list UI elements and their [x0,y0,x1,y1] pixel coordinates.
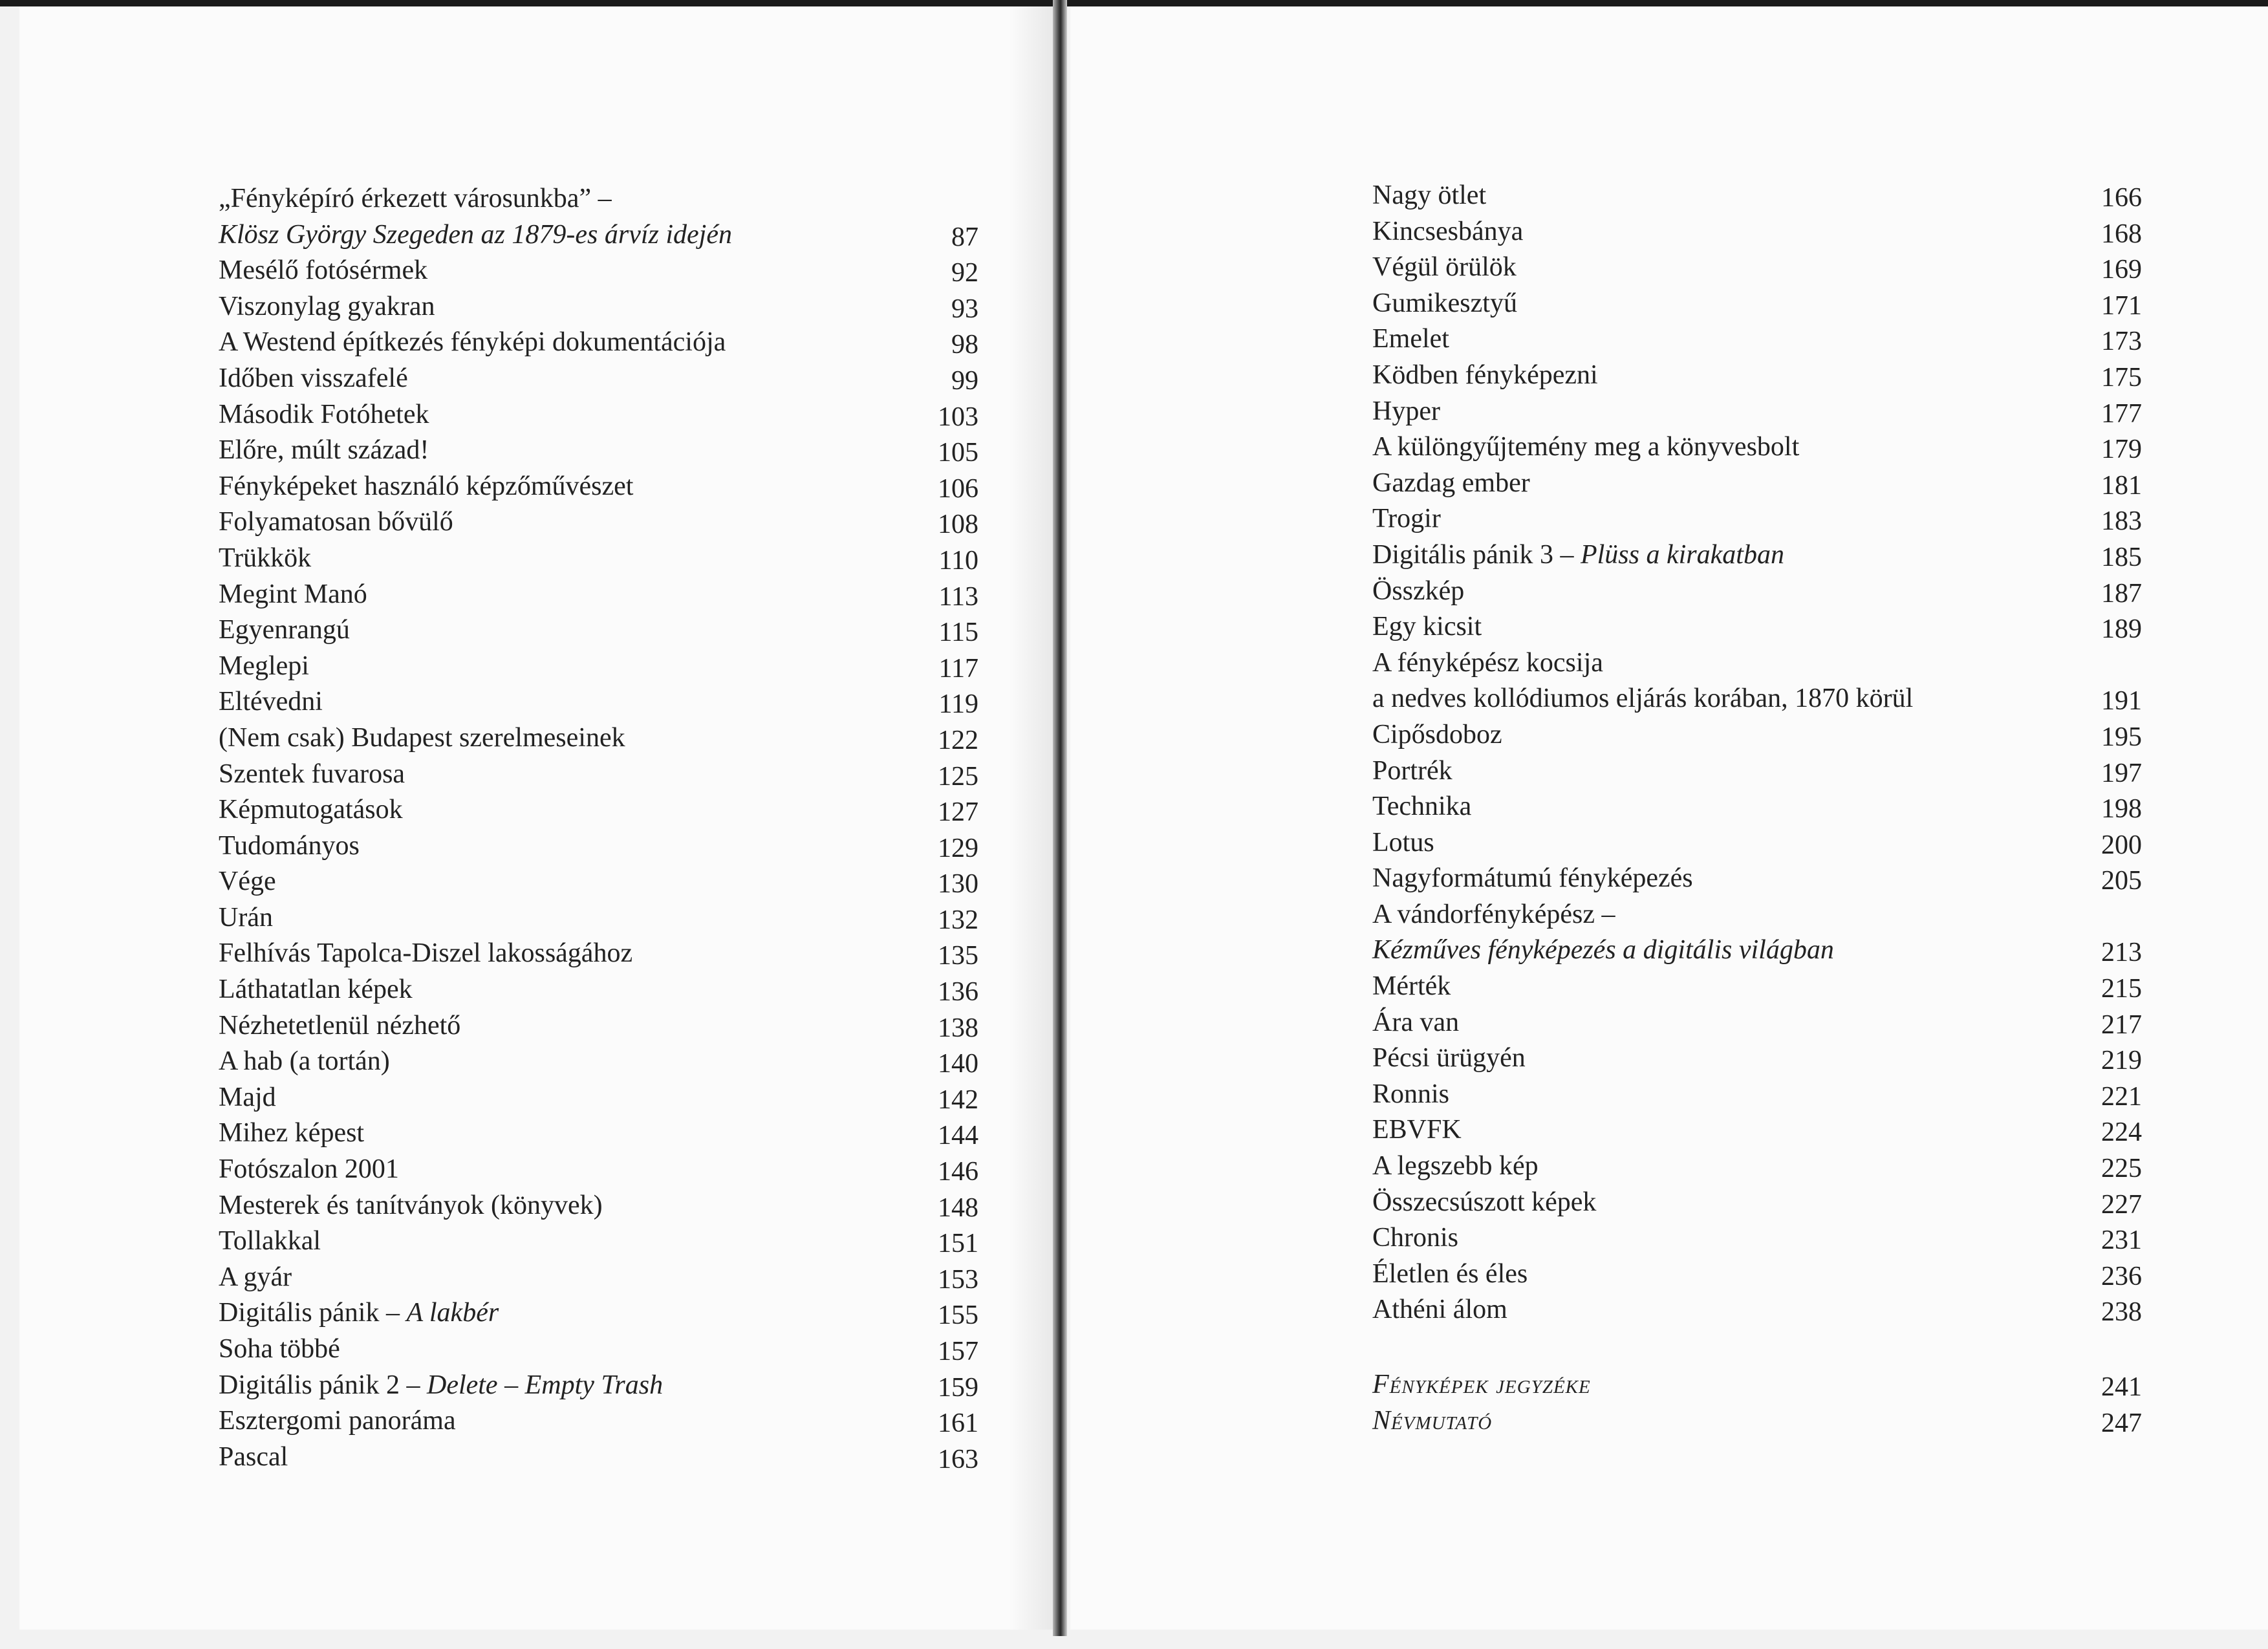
toc-entry-title [219,541,311,577]
toc-entry-title-text: A vándorfényképész – [1372,899,1615,929]
toc-entry [1372,609,2142,645]
toc-entry-title-text: Mesélő fotósérmek [219,255,428,286]
toc-entry-title-text: Összkép [1372,576,1465,606]
toc-entry-title [219,1368,663,1404]
toc-entry-page: 175 [2101,362,2142,393]
toc-entry [1372,1148,2142,1185]
toc-entry-title [219,900,273,936]
toc-entry-page: 179 [2101,435,2142,465]
toc-entry [1372,214,2142,250]
toc-entry [219,649,978,685]
toc-entry-page: 136 [938,977,978,1008]
toc-entry-title [1372,681,1913,717]
toc-entry-page: 93 [951,294,978,324]
toc-entry-page: 191 [2101,686,2142,717]
toc-entry-page: 171 [2101,290,2142,321]
toc-entry [1372,394,2142,430]
toc-entry-page: 169 [2101,255,2142,285]
toc-entry [1372,1185,2142,1221]
toc-entry-title-text: Szentek fuvarosa [219,759,405,789]
toc-entry-page: 217 [2101,1009,2142,1040]
toc-entry-title [1372,1367,1591,1403]
toc-entry-page: 200 [2101,830,2142,860]
toc-entry [219,864,978,900]
toc-entry [1372,753,2142,790]
toc-entry-page: 92 [951,258,978,288]
toc-entry-title-text: Második Fotóhetek [219,399,429,429]
toc-entry-title [219,433,429,469]
toc-entry-page: 122 [938,725,978,755]
toc-entry-title [1372,394,1440,430]
toc-entry [1372,501,2142,537]
toc-entry-title [219,1439,288,1476]
toc-entry-title-text: Portrék [1372,755,1453,786]
toc-spacer [1372,1328,2142,1367]
toc-entry-title-text: Gumikesztyű [1372,288,1517,318]
toc-entry-title-text: Névmutató [1372,1405,1493,1436]
toc-entry-page: 127 [938,797,978,828]
toc-entry [219,792,978,828]
toc-entry-title [219,972,413,1008]
toc-entry-page: 113 [938,581,978,612]
toc-entry-title [1372,250,1517,286]
toc-entry-title-text: Mihez képest [219,1118,365,1148]
toc-entry [1372,717,2142,753]
toc-entry-page: 236 [2101,1261,2142,1291]
toc-entry-page: 224 [2101,1117,2142,1148]
toc-entry [219,1260,978,1296]
toc-entry-page: 185 [2101,542,2142,572]
toc-entry-title-text: Fotószalon 2001 [219,1154,399,1185]
toc-entry-page: 115 [938,618,978,648]
toc-entry-page: 110 [938,545,978,576]
toc-entry-title-text: Cipősdoboz [1372,719,1502,749]
toc-entry [219,469,978,505]
toc-entry-title [219,1116,364,1152]
toc-entry-page: 241 [2101,1372,2142,1402]
toc-entry-title-text: „Fényképíró érkezett városunkba” – [219,184,612,213]
toc-entry-title [219,1080,276,1116]
toc-entry [1372,250,2142,286]
toc-entry [219,972,978,1008]
toc-entry-page: 98 [951,330,978,360]
toc-entry-title-text: Előre, múlt század! [219,435,429,466]
toc-entry-title [219,1188,603,1224]
toc-entry-title-text: A fényképész kocsija [1372,647,1603,678]
toc-entry [219,720,978,757]
toc-entry-title-text: Pascal [219,1441,288,1472]
toc-entry [1372,1040,2142,1077]
toc-entry-title-text: Kincsesbánya [1372,216,1524,246]
toc-entry-title [1372,214,1523,250]
toc-entry-page: 219 [2101,1046,2142,1076]
toc-entry [219,684,978,720]
toc-entry-title-text: Majd [219,1082,276,1112]
toc-entry-title [219,1223,321,1260]
toc-entry-title [219,577,367,613]
toc-entry-title [1372,1256,1528,1293]
toc-entry-title-text: Athéni álom [1372,1295,1507,1325]
toc-entry-title [1372,969,1451,1005]
toc-entry-page: 106 [938,473,978,504]
toc-entry-page: 189 [2101,614,2142,645]
toc-entry-title-text: EBVFK [1372,1115,1462,1145]
toc-entry-title-text: Esztergomi panoráma [219,1406,456,1436]
toc-entry [1372,1256,2142,1293]
toc-entry-title-text: Nézhetetlenül nézhető [219,1010,461,1040]
toc-entry-title-text: Technika [1372,792,1472,822]
toc-entry [1372,897,2142,933]
toc-entry [1372,178,2142,214]
toc-entry-title-text: Meglepi [219,651,309,681]
toc-entry-page: 135 [938,941,978,971]
toc-entry [219,1188,978,1224]
toc-entry-page: 138 [938,1013,978,1043]
toc-entry-title [219,217,732,253]
toc-entry-subtitle: Delete – Empty Trash [426,1370,664,1400]
toc-entry-title [1372,1148,1539,1185]
toc-entry [1372,537,2142,574]
toc-entry-title [219,1331,340,1368]
toc-entry [219,1044,978,1080]
toc-entry-page: 238 [2101,1297,2142,1328]
toc-entry-page: 103 [938,402,978,432]
toc-entry [219,1116,978,1152]
toc-entry-title [1372,753,1453,790]
toc-entry-title [219,936,632,972]
toc-entry [219,217,978,253]
toc-entry-page: 205 [2101,866,2142,896]
toc-entry-title-text: Emelet [1372,324,1449,354]
toc-entry-title [219,1260,292,1296]
toc-entry [219,1295,978,1331]
toc-entry-title [1372,1040,1526,1077]
toc-entry [219,828,978,865]
toc-entry [1372,574,2142,610]
toc-entry-page: 144 [938,1121,978,1151]
toc-entry-page: 159 [938,1372,978,1403]
toc-entry-title [1372,1005,1459,1041]
toc-entry [1372,466,2142,502]
toc-entry [219,1331,978,1368]
toc-entry-title [219,864,276,900]
toc-entry-title [219,1008,460,1044]
toc-entry-title-text: Időben visszafelé [219,363,408,393]
toc-entry [1372,932,2142,969]
toc-entry-title-text: A hab (a tortán) [219,1046,390,1077]
toc-entry-title-text: Eltévedni [219,687,323,717]
toc-entry [1372,789,2142,825]
toc-entry-title-text: Trükkök [219,543,312,573]
toc-entry-page: 231 [2101,1225,2142,1256]
toc-entry [1372,861,2142,897]
toc-entry [219,1368,978,1404]
toc-right-column [1372,178,2142,1439]
toc-entry-title-text: Mesterek és tanítványok (könyvek) [219,1190,603,1220]
toc-entry-title [1372,897,1615,933]
toc-entry-title [219,397,429,433]
toc-entry [219,397,978,433]
toc-entry-page: 105 [938,438,978,468]
toc-entry-page: 166 [2101,183,2142,213]
toc-entry-title-text: a nedves kollódiumos eljárás korában, 1870 körül [1372,684,1914,714]
toc-entry-title [1372,861,1693,897]
toc-entry-subtitle: Plüss a kirakatban [1580,539,1784,570]
toc-entry-page: 161 [938,1408,978,1439]
toc-entry [1372,1220,2142,1256]
toc-entry-page: 130 [938,869,978,900]
toc-entry-title [1372,789,1471,825]
toc-entry [219,504,978,541]
toc-entry-page: 140 [938,1049,978,1079]
toc-entry-title-text: Felhívás Tapolca-Diszel lakosságához [219,938,633,969]
toc-entry [219,433,978,469]
toc-entry-title [219,289,435,325]
toc-entry-page: 108 [938,510,978,540]
toc-entry [1372,358,2142,394]
toc-entry-title-text: Életlen és éles [1372,1258,1528,1289]
toc-entry-title-text: Képmutogatások [219,795,403,825]
toc-entry-page: 173 [2101,327,2142,357]
toc-entry-title-text: Összecsúszott képek [1372,1187,1597,1217]
toc-entry-title [1372,1185,1596,1221]
toc-entry-title-text: A gyár [219,1262,292,1292]
toc-entry [219,541,978,577]
book-gutter [1053,0,1067,1636]
toc-entry-page: 181 [2101,470,2142,501]
toc-left-column [219,181,978,1475]
toc-entry-title [219,1403,456,1439]
toc-entry-title-text: Chronis [1372,1223,1459,1253]
toc-entry-title-text: A különgyűjtemény meg a könyvesbolt [1372,432,1800,462]
toc-entry-title [219,1044,390,1080]
toc-entry-title-text: Folyamatosan bővülő [219,507,453,537]
toc-entry-title-text: Nagyformátumú fényképezés [1372,863,1693,894]
toc-entry-title [1372,1220,1458,1256]
toc-entry [219,289,978,325]
toc-entry [1372,321,2142,358]
toc-entry [219,1152,978,1188]
toc-entry-title [219,361,408,397]
toc-entry-page: 163 [938,1444,978,1474]
toc-entry-title-text: Hyper [1372,396,1440,426]
toc-entry-page: 148 [938,1192,978,1223]
toc-entry-title [1372,932,1834,969]
toc-entry-page: 168 [2101,219,2142,249]
toc-entry [219,361,978,397]
toc-entry-page: 119 [938,689,978,720]
toc-entry-title [1372,286,1517,322]
toc-entry-title [1372,466,1530,502]
toc-entry [1372,429,2142,466]
toc-entry-title-text: Tudományos [219,830,360,861]
toc-entry-page: 125 [938,761,978,792]
toc-entry-title-text: Fényképeket használó képzőművészet [219,471,634,501]
toc-entry-title [1372,1077,1449,1113]
toc-entry [1372,1005,2142,1041]
gutter-shadow [1009,6,1054,1630]
toc-entry-title-text: Digitális pánik 3 – [1372,539,1581,570]
toc-entry [219,181,978,217]
toc-entry-title-text: Digitális pánik – [219,1298,407,1328]
toc-entry-title [1372,429,1799,466]
toc-entry-page: 142 [938,1084,978,1115]
toc-entry-page: 129 [938,833,978,863]
toc-entry-title-text: Tollakkal [219,1226,321,1256]
top-edge [0,0,2268,6]
toc-entry-page: 221 [2101,1081,2142,1112]
toc-entry-title-text: Ára van [1372,1007,1460,1037]
toc-entry-title [1372,609,1482,645]
toc-entry-title-text: Fényképek jegyzéke [1372,1370,1591,1399]
toc-entry-title-text: Láthatatlan képek [219,975,413,1005]
toc-entry-title [219,649,309,685]
toc-entry-title [219,325,726,361]
toc-entry-title [1372,321,1449,358]
toc-entry-title [1372,1112,1462,1148]
toc-entry [1372,1367,2142,1403]
toc-entry-title-text: Viszonylag gyakran [219,291,435,321]
toc-entry-title [219,1152,399,1188]
toc-entry-title [219,792,403,828]
toc-entry-title [1372,178,1486,214]
toc-entry-title-text: Mérték [1372,971,1451,1002]
toc-entry-title-text: Soha többé [219,1334,340,1364]
toc-entry-title [219,181,612,217]
toc-entry-subtitle: A lakbér [406,1298,499,1328]
toc-entry-title-text: Pécsi ürügyén [1372,1043,1526,1073]
toc-entry-title-text: Egyenrangú [219,615,350,645]
toc-entry-title-text: (Nem csak) Budapest szerelmeseinek [219,722,625,753]
toc-entry-page: 247 [2101,1408,2142,1438]
toc-entry-title [219,253,427,289]
toc-entry-page: 87 [951,222,978,252]
toc-entry [219,577,978,613]
toc-entry-page: 225 [2101,1154,2142,1184]
toc-entry-title [219,504,453,541]
toc-entry-title-text: A Westend építkezés fényképi dokumentációja [219,327,726,358]
toc-entry [1372,286,2142,322]
toc-entry-title-text: Trogir [1372,504,1441,534]
toc-entry-page: 177 [2101,398,2142,429]
toc-entry-page: 198 [2101,794,2142,824]
toc-entry [1372,645,2142,682]
toc-entry-page: 146 [938,1157,978,1187]
toc-entry-page: 215 [2101,974,2142,1004]
toc-entry [219,612,978,649]
toc-entry [1372,825,2142,861]
toc-entry-title-text: Gazdag ember [1372,468,1530,498]
toc-entry-title [1372,574,1464,610]
toc-entry [219,325,978,361]
toc-entry [219,1008,978,1044]
toc-entry [1372,1292,2142,1328]
toc-entry-title-text: A legszebb kép [1372,1151,1539,1181]
toc-entry-title-text: Kézműves fényképezés a digitális világban [1372,935,1834,965]
toc-entry-title [219,612,350,649]
toc-entry [1372,681,2142,717]
toc-entry [1372,1112,2142,1148]
toc-entry-page: 132 [938,905,978,935]
toc-entry-title-text: Lotus [1372,827,1434,857]
toc-entry-title [1372,645,1603,682]
toc-entry-title-text: Egy kicsit [1372,612,1482,642]
toc-entry [1372,1077,2142,1113]
toc-entry-title [1372,1403,1492,1439]
toc-entry-title [1372,537,1784,574]
toc-entry-page: 153 [938,1264,978,1295]
toc-entry [219,936,978,972]
toc-entry-title-text: Vége [219,867,276,897]
toc-entry-page: 183 [2101,506,2142,537]
toc-entry-page: 197 [2101,758,2142,788]
toc-entry-page: 195 [2101,722,2142,752]
toc-entry [1372,969,2142,1005]
toc-entry-page: 213 [2101,938,2142,968]
toc-entry-title-text: Ködben fényképezni [1372,360,1598,390]
toc-entry-title [219,469,633,505]
toc-entry [219,253,978,289]
toc-entry [219,1223,978,1260]
toc-entry-title-text: Megint Manó [219,579,367,609]
toc-entry-title [1372,825,1434,861]
toc-entry-title-text: Ronnis [1372,1079,1450,1109]
toc-entry-page: 117 [938,653,978,684]
toc-entry [219,1403,978,1439]
toc-entry-title-text: Nagy ötlet [1372,180,1487,210]
toc-entry-title [1372,501,1441,537]
toc-entry-page: 155 [938,1300,978,1331]
toc-entry-page: 187 [2101,578,2142,609]
toc-entry [219,1080,978,1116]
toc-entry [219,900,978,936]
toc-entry-title [219,684,323,720]
toc-entry-title [1372,717,1502,753]
toc-entry-title-text: Urán [219,902,273,932]
toc-entry-title [219,757,405,793]
toc-entry [219,1439,978,1476]
toc-entry-title-text: Végül örülök [1372,252,1517,283]
toc-entry-title [219,828,360,865]
toc-entry-page: 151 [938,1229,978,1259]
toc-entry [1372,1403,2142,1439]
toc-entry [219,757,978,793]
toc-entry-title [1372,1292,1507,1328]
toc-entry-title [219,1295,499,1331]
toc-entry-title [1372,358,1598,394]
toc-entry-page: 99 [951,365,978,396]
toc-entry-title-text: Klösz György Szegeden az 1879-es árvíz idején [219,219,732,250]
toc-entry-title-text: Digitális pánik 2 – [219,1370,427,1400]
toc-entry-title [219,720,625,757]
toc-entry-page: 227 [2101,1189,2142,1220]
toc-entry-page: 157 [938,1337,978,1366]
